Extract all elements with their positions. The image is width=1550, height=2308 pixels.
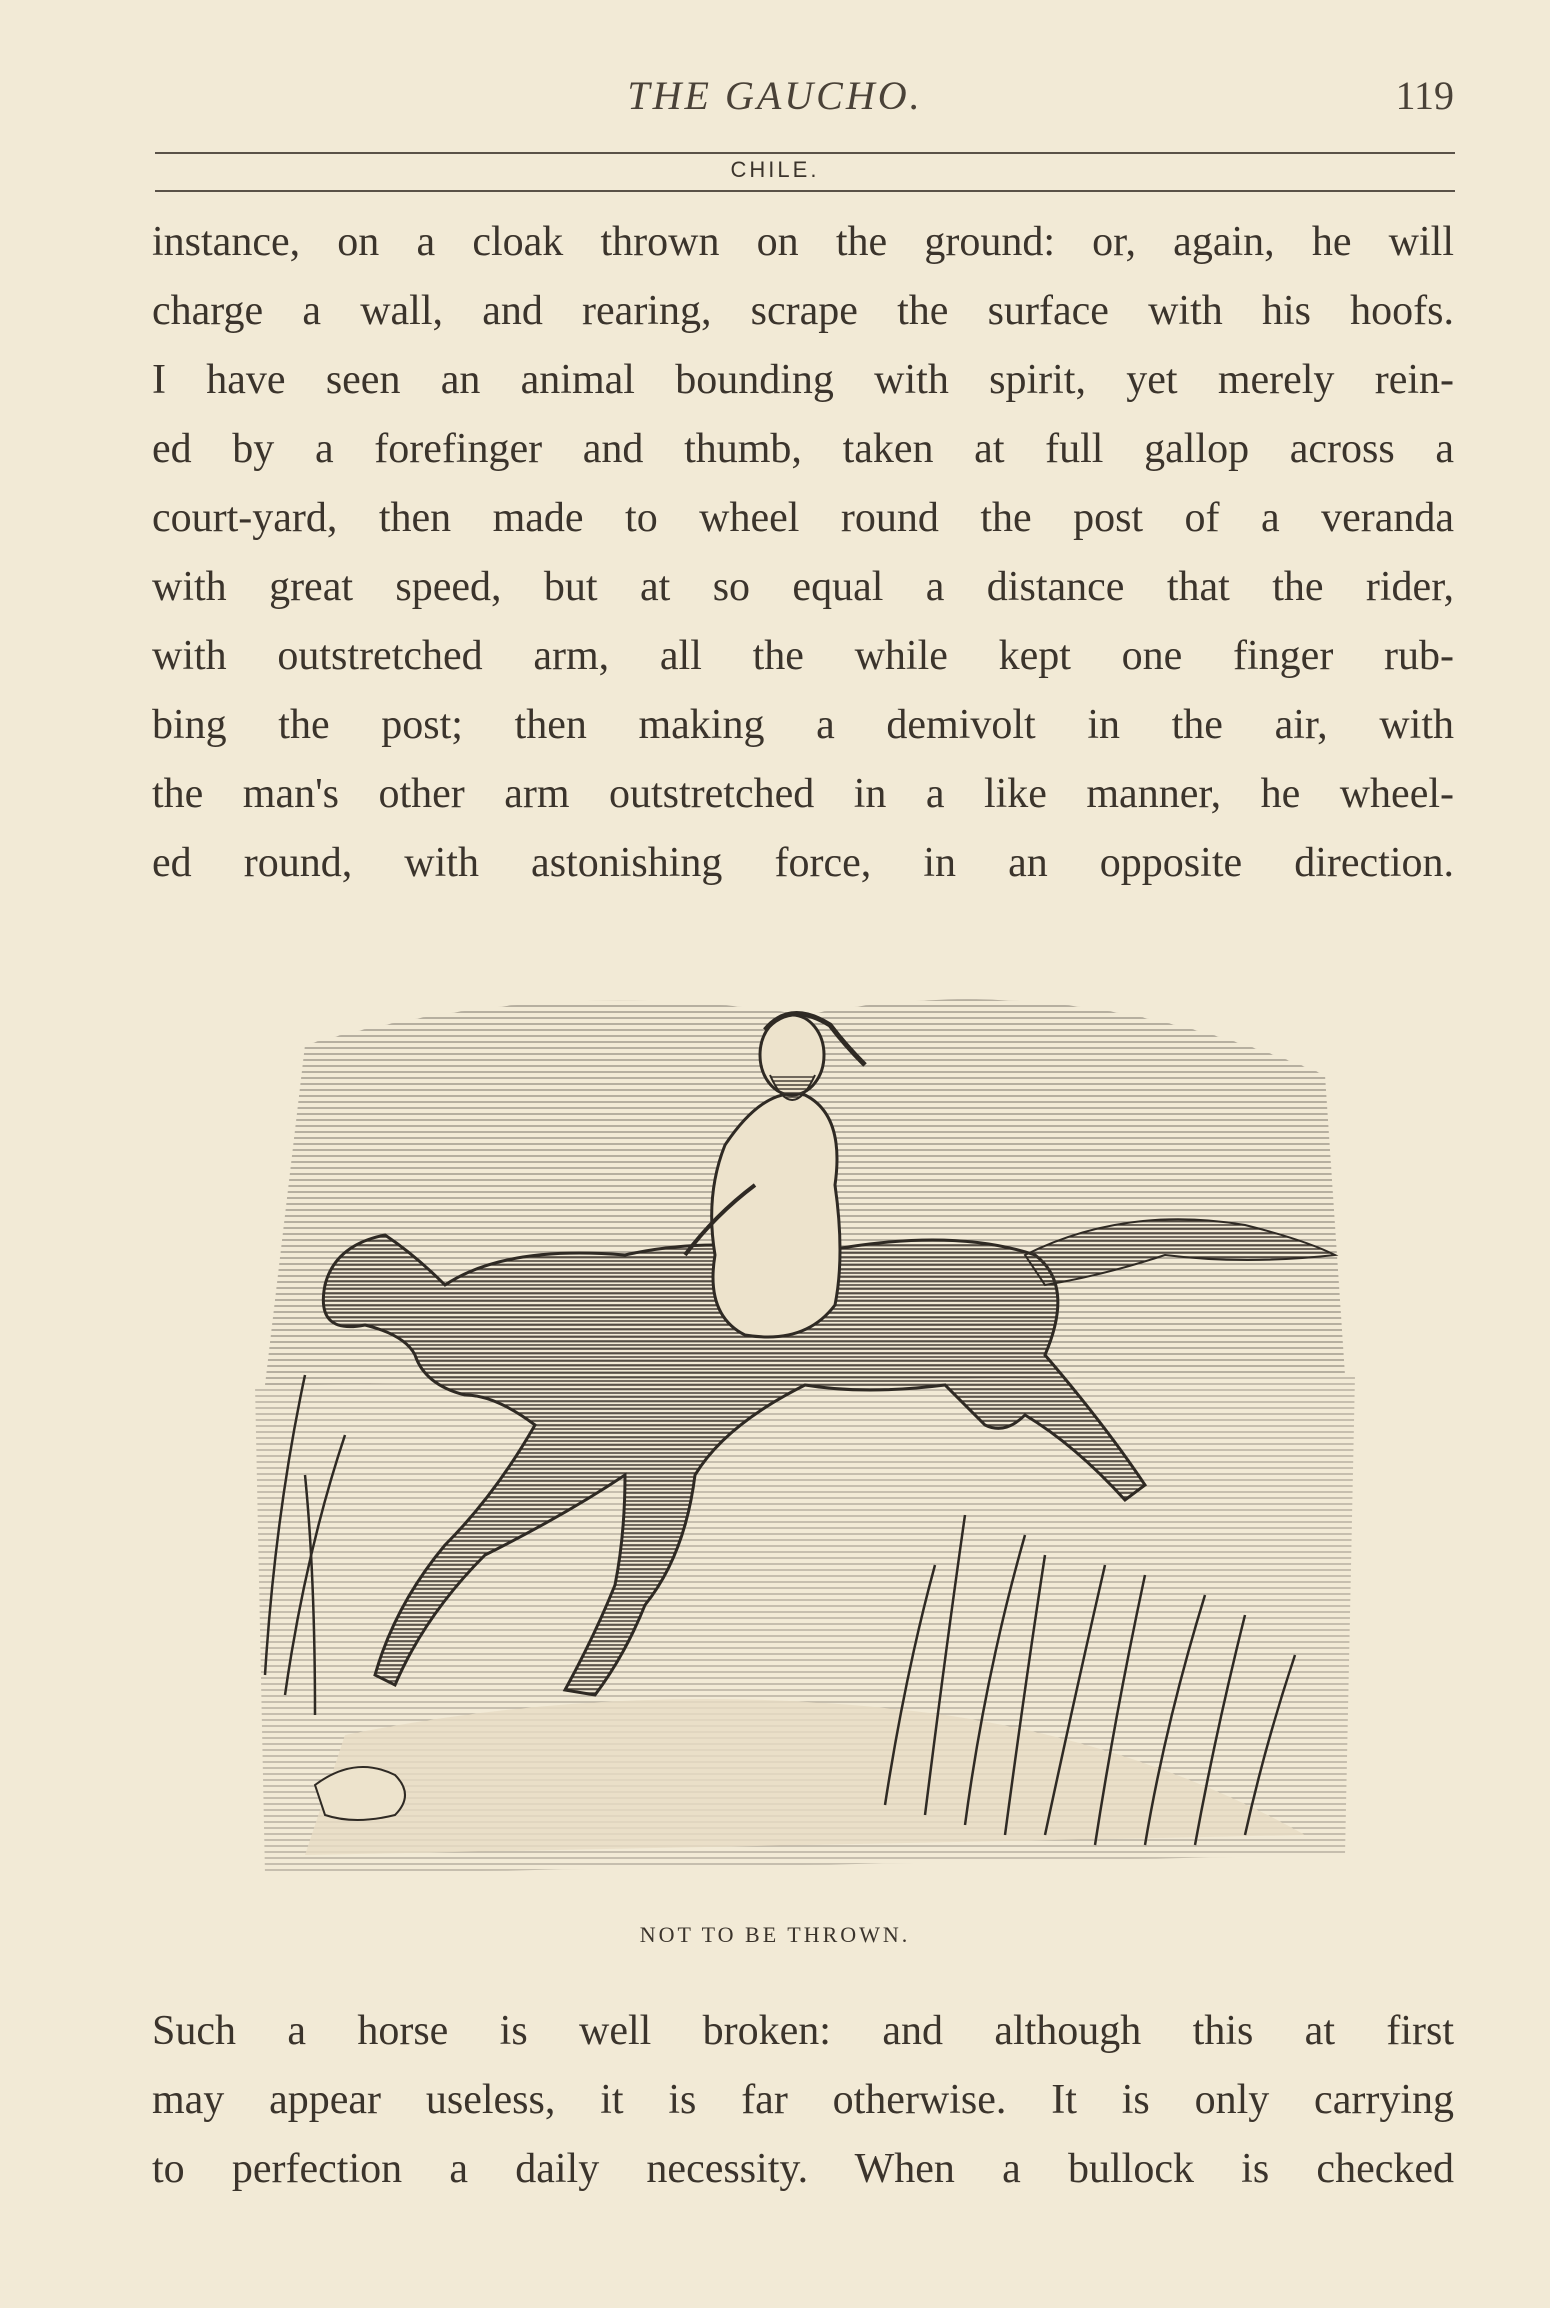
text-line: I have seen an animal bounding with spirit, yet merely rein- [152,357,1454,403]
text-line: with outstretched arm, all the while kept one finger rub- [152,633,1454,679]
header-rule-bottom [155,190,1455,192]
text-line: bing the post; then making a demivolt in the air, with [152,702,1454,748]
text-line: with great speed, but at so equal a distance that the rider, [152,564,1454,610]
text-line: court-yard, then made to wheel round the post of a veranda [152,495,1454,541]
text-line: Such a horse is well broken: and although this at first [152,2008,1454,2054]
text-line: instance, on a cloak thrown on the ground: or, again, he will [152,219,1454,265]
paragraph-2 [152,1997,1454,2204]
paragraph-1 [152,208,1454,898]
text-line: to perfection a daily necessity. When a bullock is checked [152,2146,1454,2192]
text-line: the man's other arm outstretched in a like manner, he wheel- [152,771,1454,817]
running-title: THE GAUCHO. [627,73,923,118]
page-number: 119 [1395,73,1454,118]
text-line: may appear useless, it is far otherwise. It is only carrying [152,2077,1454,2123]
header-rule-top [155,152,1455,154]
figure-caption: NOT TO BE THROWN. [639,1922,911,1947]
text-line: ed round, with astonishing force, in an opposite direction. [152,840,1454,886]
text-line: charge a wall, and rearing, scrape the surface with his hoofs. [152,288,1454,334]
text-line: ed by a forefinger and thumb, taken at full gallop across a [152,426,1454,472]
section-heading: CHILE. [730,157,820,182]
engraving-horse-rider [245,955,1370,1895]
